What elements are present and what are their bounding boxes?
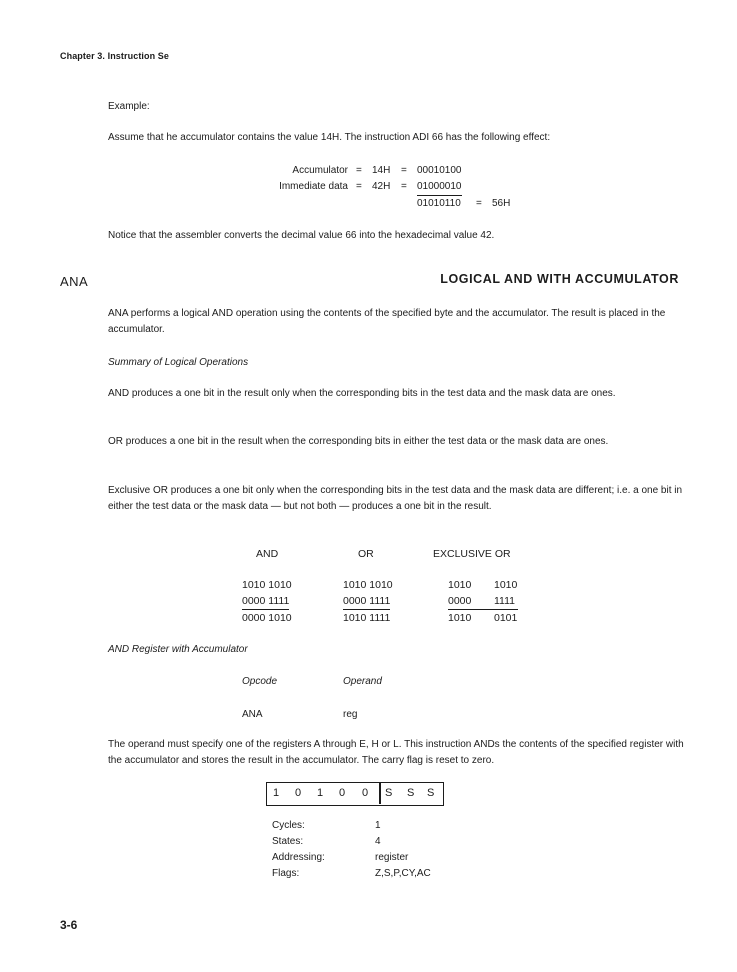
bit-3: 0	[362, 787, 369, 799]
spec-cycles-value: 1	[375, 820, 381, 831]
bit-7: 1	[273, 787, 280, 799]
xor-explanation: Exclusive OR produces a one bit only when the corresponding bits in the test data and the mask data are different; i.e. a one bit in either the test data or the mask data — but not both — produces a one bit in the result.	[108, 485, 683, 512]
immediate-eq2: =	[401, 181, 407, 192]
register-op-heading: AND Register with Accumulator	[108, 644, 248, 655]
operand-value: reg	[343, 709, 358, 720]
xor-column-header: EXCLUSIVE OR	[433, 548, 511, 560]
register-op-description: The operand must specify one of the registers A through E, H or L. This instruction ANDs the contents of the specified register with the accumulator and stores the result in the accumulator. The carry flag is reset to zero.	[108, 739, 684, 766]
or-result: 1010 1111	[343, 612, 391, 624]
operand-label: Operand	[343, 676, 382, 687]
bit-5: 1	[317, 787, 324, 799]
xor-operand-1-low: 1010	[494, 579, 518, 591]
and-operand-2: 0000 1111	[242, 593, 289, 610]
bit-6: 0	[295, 787, 302, 799]
page-number: 3-6	[60, 918, 78, 932]
xor-operand-2-low: 1111	[494, 595, 516, 607]
section-description: ANA performs a logical AND operation using the contents of the specified byte and the accumulator. The result is placed in the accumulator.	[108, 308, 666, 335]
spec-addressing-value: register	[375, 852, 409, 863]
or-operand-2: 0000 1111	[343, 593, 390, 610]
opcode-label: Opcode	[242, 676, 278, 687]
accumulator-bin: 00010100	[417, 165, 462, 176]
bit-1: S	[407, 787, 415, 799]
accumulator-label: Accumulator	[292, 165, 348, 176]
immediate-hex: 42H	[372, 181, 391, 192]
and-result: 0000 1010	[242, 612, 292, 624]
or-column-header: OR	[358, 548, 374, 560]
accumulator-eq: =	[356, 165, 362, 176]
and-operand-1: 1010 1010	[242, 579, 292, 591]
accumulator-hex: 14H	[372, 165, 391, 176]
immediate-label: Immediate data	[279, 181, 348, 192]
and-explanation: AND produces a one bit in the result only when the corresponding bits in the test data and the mask data are ones.	[108, 388, 616, 399]
or-operand-1: 1010 1010	[343, 579, 393, 591]
accumulator-eq2: =	[401, 165, 407, 176]
xor-result-high: 1010	[448, 612, 472, 624]
spec-flags-value: Z,S,P,CY,AC	[375, 868, 431, 879]
example-notice: Notice that the assembler converts the decimal value 66 into the hexadecimal value 42.	[108, 230, 495, 241]
and-column-header: AND	[256, 548, 279, 560]
spec-cycles-label: Cycles:	[272, 820, 305, 831]
xor-operand-2-rule	[448, 593, 518, 610]
bit-0: S	[427, 787, 435, 799]
or-explanation: OR produces a one bit in the result when the corresponding bits in either the test data or the mask data are ones.	[108, 436, 609, 447]
result-hex: 56H	[492, 198, 511, 209]
opcode-bit-box	[266, 782, 444, 806]
xor-operand-1-high: 1010	[448, 579, 472, 591]
result-eq: =	[476, 198, 482, 209]
mnemonic-heading: ANA	[60, 274, 89, 289]
xor-result-low: 0101	[494, 612, 518, 624]
section-title: LOGICAL AND WITH ACCUMULATOR	[440, 272, 679, 286]
example-intro: Assume that he accumulator contains the value 14H. The instruction ADI 66 has the following effect:	[108, 132, 551, 143]
summary-heading: Summary of Logical Operations	[108, 357, 249, 368]
bit-box-divider	[379, 783, 381, 804]
spec-states-value: 4	[375, 836, 381, 847]
chapter-header: Chapter 3. Instruction Se	[60, 51, 170, 61]
bit-2: S	[385, 787, 393, 799]
result-bin: 01010110	[417, 198, 461, 209]
immediate-bin: 01000010	[417, 179, 462, 196]
spec-flags-label: Flags:	[272, 868, 300, 879]
opcode-value: ANA	[242, 709, 263, 720]
immediate-eq: =	[356, 181, 362, 192]
xor-operand-2-high: 0000	[448, 595, 472, 607]
example-label: Example:	[108, 101, 150, 112]
spec-states-label: States:	[272, 836, 304, 847]
spec-addressing-label: Addressing:	[272, 852, 325, 863]
bit-4: 0	[339, 787, 346, 799]
